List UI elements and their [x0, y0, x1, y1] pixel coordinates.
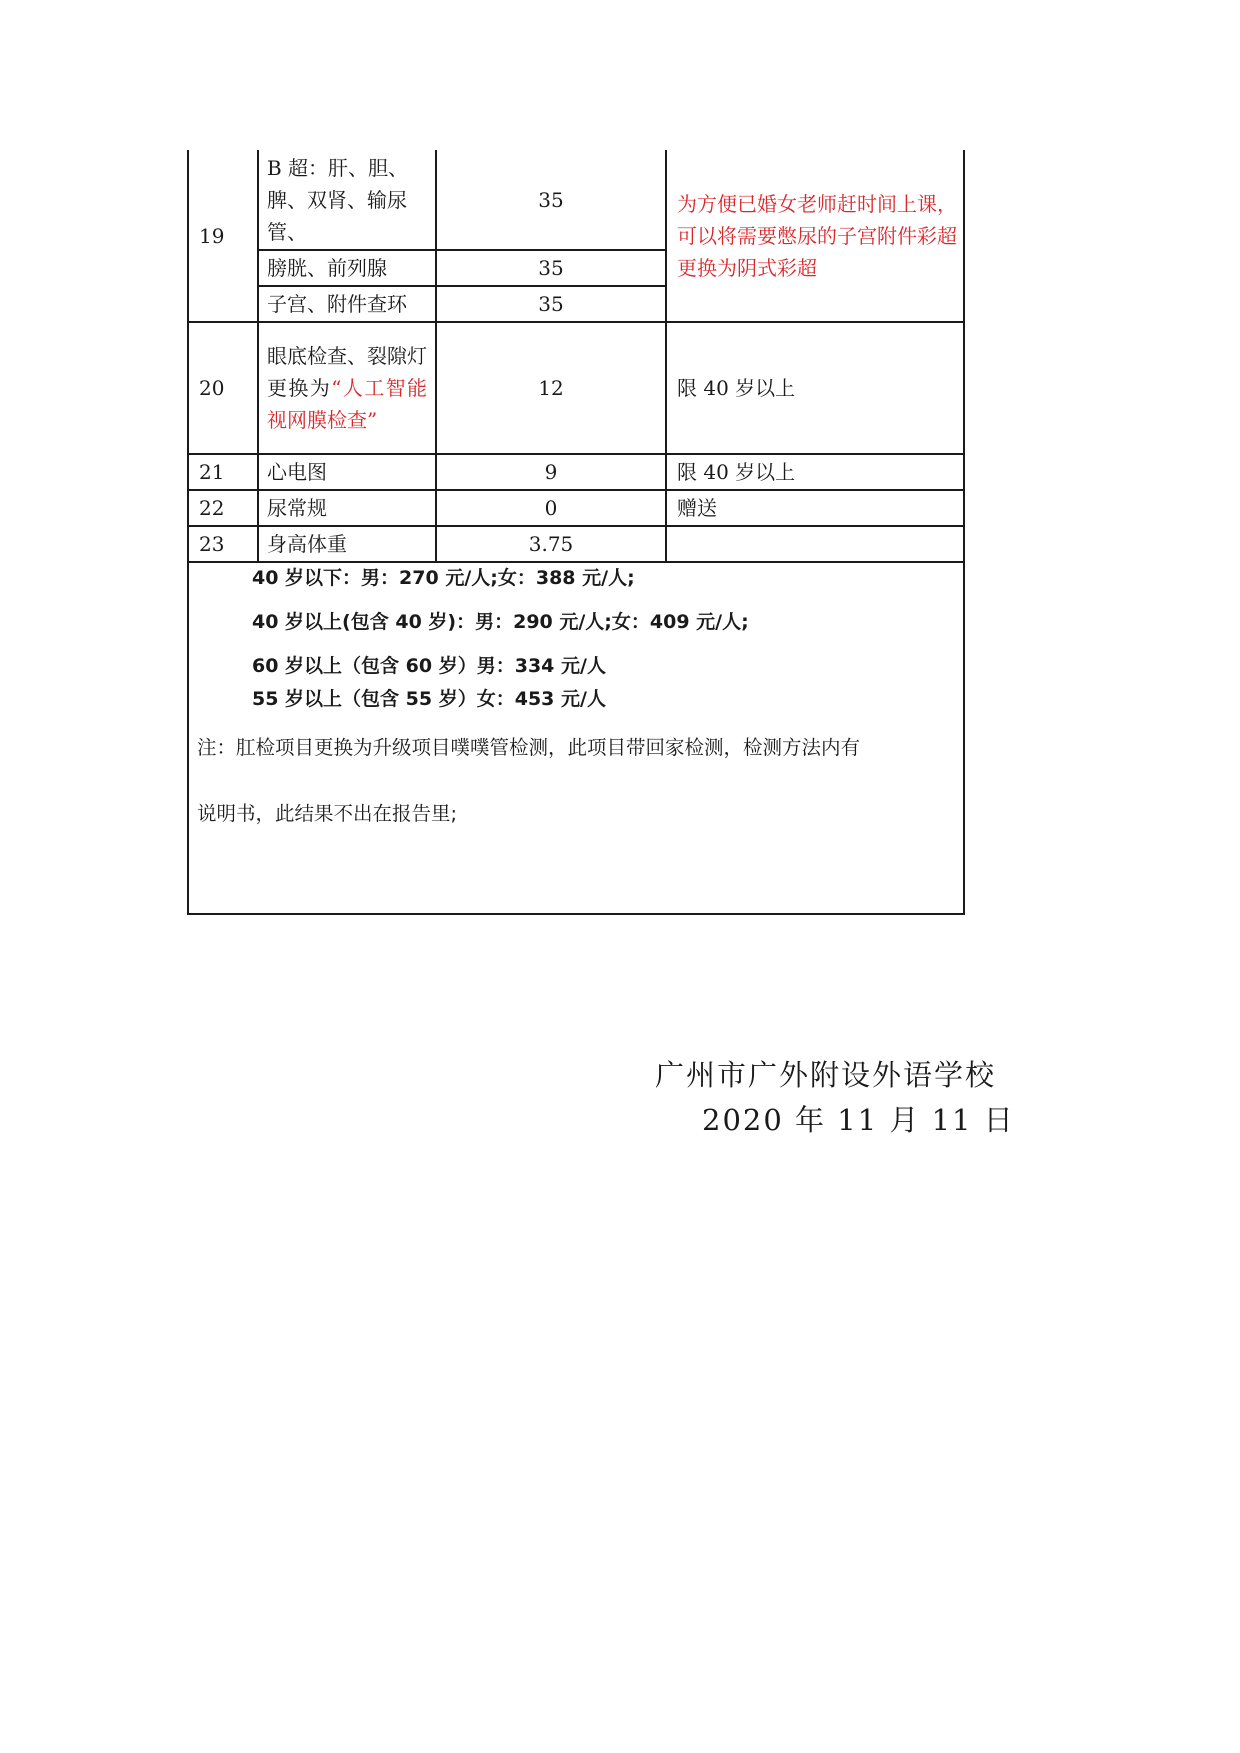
item-cell: 尿常规	[258, 490, 436, 526]
price-summary-over-55-female: 55 岁以上（包含 55 岁）女：453 元/人	[252, 688, 606, 710]
row-number: 20	[188, 322, 258, 454]
note-cell: 限 40 岁以上	[666, 322, 964, 454]
price-cell: 35	[436, 150, 666, 250]
school-name: 广州市广外附设外语学校	[655, 1058, 997, 1092]
note-cell	[666, 526, 964, 562]
price-cell: 3.75	[436, 526, 666, 562]
note-cell: 为方便已婚女老师赶时间上课，可以将需要憋尿的子宫附件彩超更换为阴式彩超	[666, 150, 964, 322]
item-cell	[258, 322, 436, 454]
row-number: 21	[188, 454, 258, 490]
table-row	[188, 526, 964, 562]
price-cell: 35	[436, 286, 666, 322]
item-cell: B 超：肝、胆、脾、双肾、输尿管、	[258, 150, 436, 250]
row-number: 19	[188, 150, 258, 322]
note-cell: 赠送	[666, 490, 964, 526]
price-cell: 12	[436, 322, 666, 454]
item-cell: 身高体重	[258, 526, 436, 562]
table-row	[188, 454, 964, 490]
remark-line-1: 注：肛检项目更换为升级项目噗噗管检测，此项目带回家检测，检测方法内有	[197, 736, 861, 759]
item-cell: 心电图	[258, 454, 436, 490]
document-date: 2020 年 11 月 11 日	[702, 1103, 1015, 1137]
price-summary-over-40: 40 岁以上(包含 40 岁)：男：290 元/人;女：409 元/人;	[252, 611, 749, 633]
item-cell: 子宫、附件查环	[258, 286, 436, 322]
row-number: 23	[188, 526, 258, 562]
item-cell: 膀胱、前列腺	[258, 250, 436, 286]
table-row	[188, 322, 964, 454]
price-cell: 35	[436, 250, 666, 286]
price-summary-over-60-male: 60 岁以上（包含 60 岁）男：334 元/人	[252, 655, 606, 677]
item-text: 眼底检查、裂隙灯更换为	[267, 344, 427, 400]
note-cell: 限 40 岁以上	[666, 454, 964, 490]
row-number: 22	[188, 490, 258, 526]
remark-line-2: 说明书，此结果不出在报告里;	[197, 802, 458, 825]
table-row	[188, 150, 964, 250]
table-row	[188, 490, 964, 526]
price-summary-under-40: 40 岁以下：男：270 元/人;女：388 元/人;	[252, 567, 635, 589]
price-cell: 9	[436, 454, 666, 490]
item-highlight: “人工智能视网膜检查”	[267, 376, 427, 432]
price-cell: 0	[436, 490, 666, 526]
